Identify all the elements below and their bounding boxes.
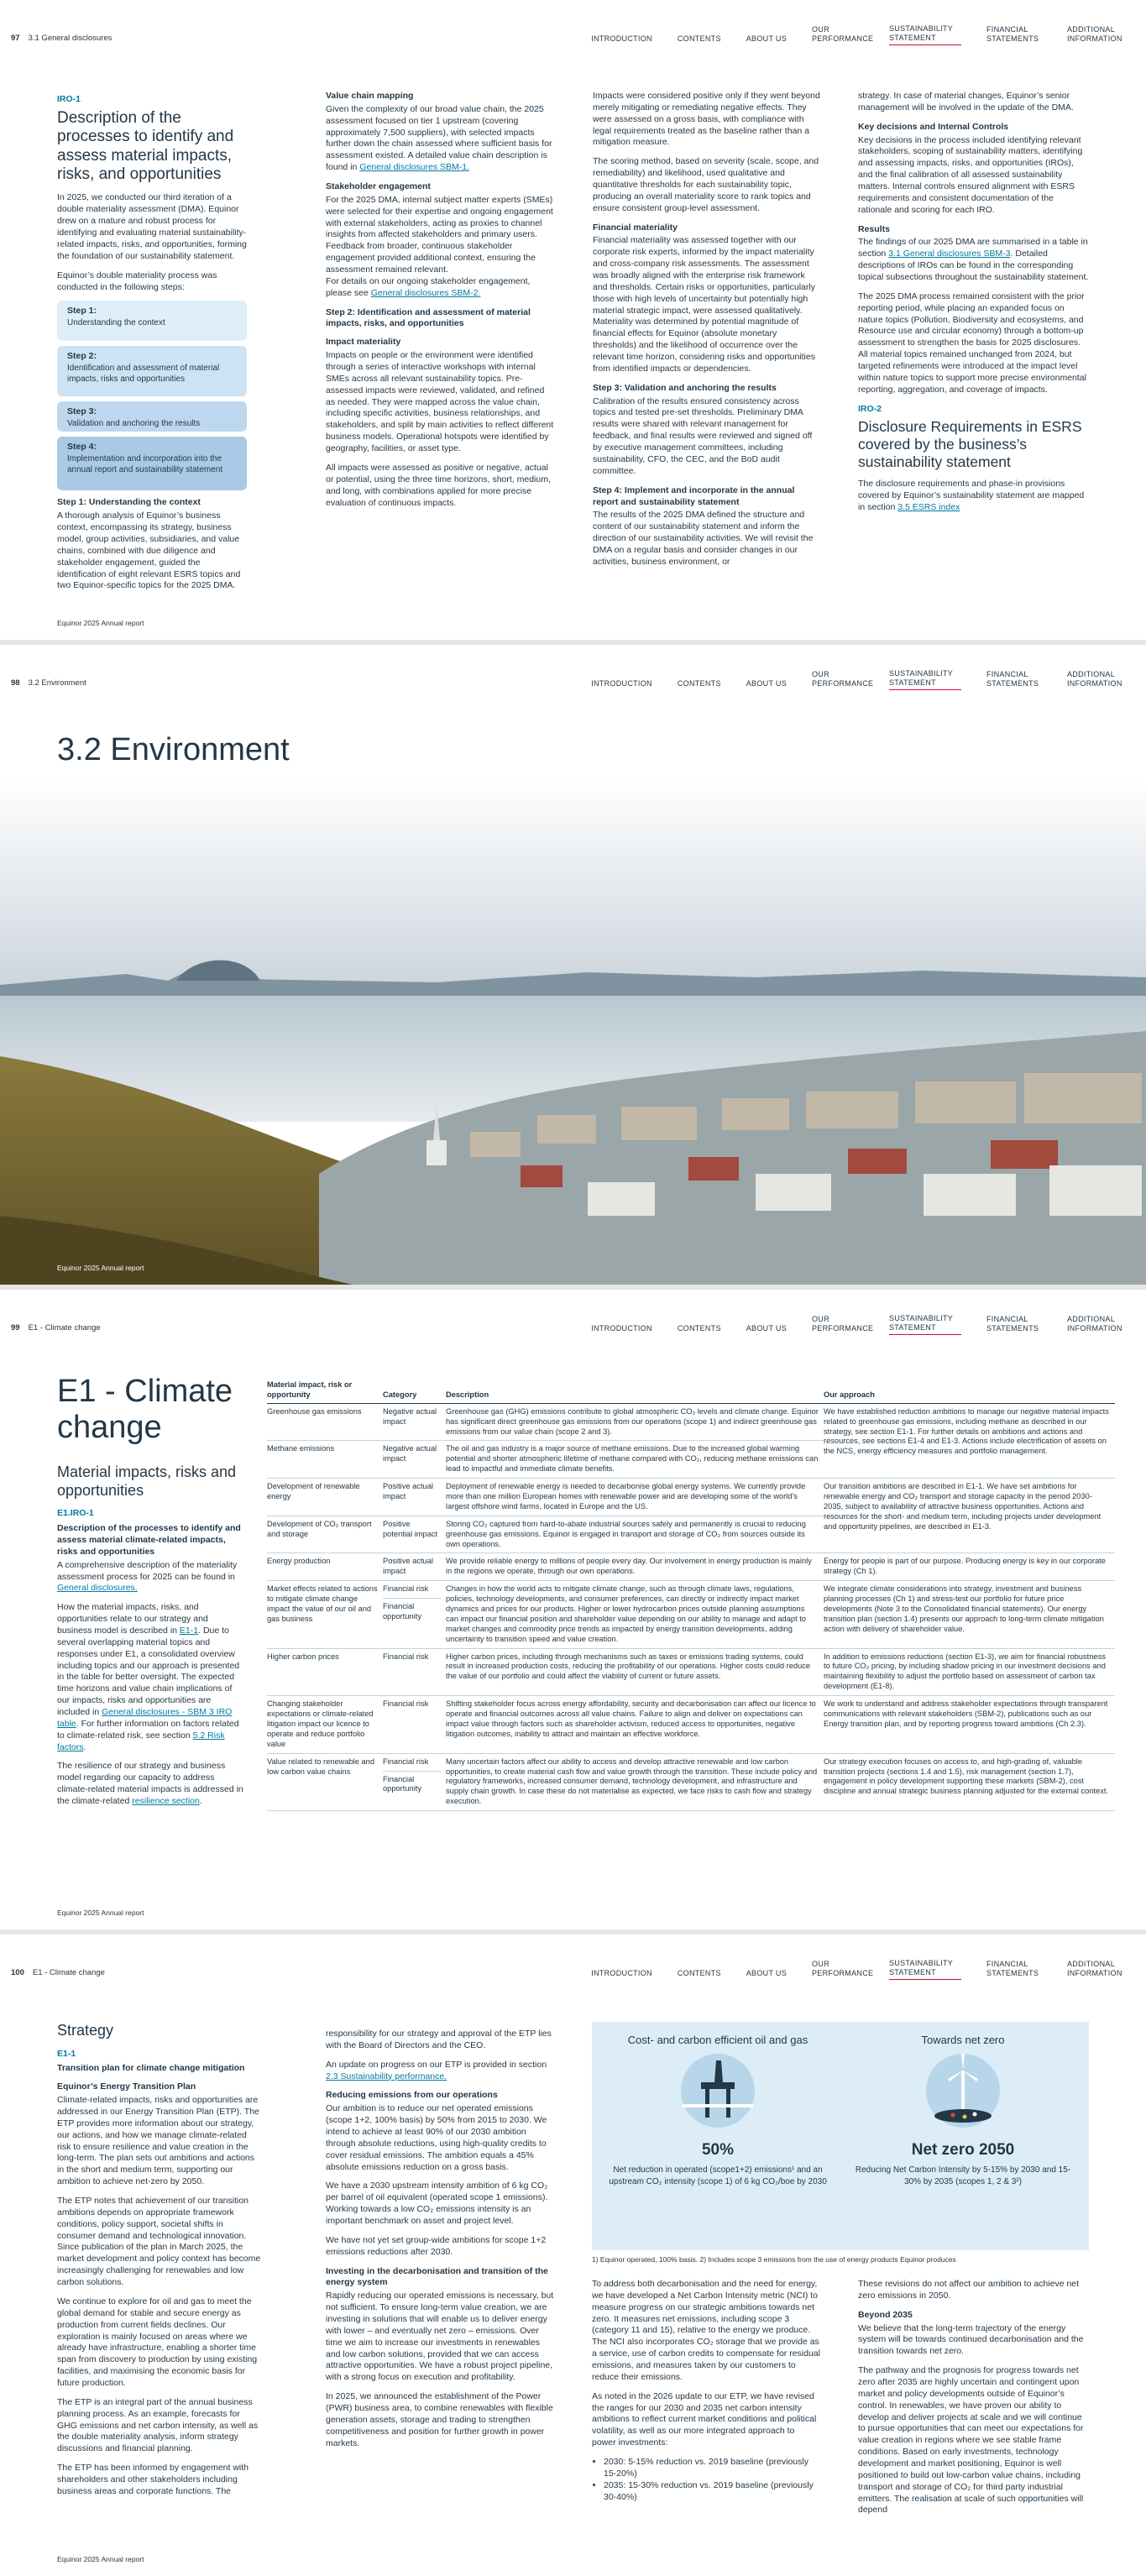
footnote: 1) Equinor operated, 100% basis. 2) Includes scope 3 emissions from the use of energy products Equinor produces <box>592 2255 956 2264</box>
page-title: E1 - Climate change <box>57 1374 233 1445</box>
paragraph: strategy. In case of material changes, Equinor’s senior management will be involved in the update of the DMA. <box>858 91 1074 113</box>
subheading: Beyond 2035 <box>858 2309 913 2320</box>
column-1 <box>57 1374 245 1815</box>
page-title: Strategy <box>57 2022 114 2039</box>
link[interactable]: General disclosures. <box>57 1583 138 1594</box>
page-header <box>0 645 1146 695</box>
page-number: 99 E1 - Climate change <box>11 1323 101 1333</box>
nav-additional-information[interactable]: ADDITIONAL INFORMATION <box>1067 1960 1122 1977</box>
link[interactable]: 5.2 Risk factors <box>57 1730 225 1752</box>
column-header: Material impact, risk or opportunity <box>267 1380 383 1403</box>
paragraph: Financial materiality was assessed together with our corporate risk experts, informed by the impact materiality and cross-company risk assessments. The assessment was broadly aligned with the enterprise risk framework and thresholds. Certain risks or opportunities, particularly those with high levels of uncertainty but potentially high material strategic impact, were assessed qualitatively. Materiality was determined by potential magnitude of financial effects for Equinor (absolute monetary thresholds) and the likelihood of occurrence over the relevant time horizon, considering risks and opportunities from identified impacts or dependencies. <box>593 235 815 374</box>
paragraph: A thorough analysis of Equinor’s business context, encompassing its strategy, business model, group activities, subsidiaries, and value chains, combined with due diligence and stakeholder engagement, guided the identification of eight relevant ESRS topics and two Equinor-specific topics for the 2025 DMA. <box>57 510 241 591</box>
subheading: Step 1: Understanding the context <box>57 497 201 508</box>
nav-introduction[interactable]: INTRODUCTION <box>591 34 652 43</box>
nav-additional-information[interactable]: ADDITIONAL INFORMATION <box>1067 25 1122 43</box>
paragraph: Impacts were considered positive only if they went beyond merely mitigating or remediating negative effects. They were assessed on a gross basis, with compliance with legal requirements treated as the baseline rather than a mitigation measure. <box>593 91 820 148</box>
table-row: Development of renewable energy Positive actual impact Deployment of renewable energy is needed to decarbonise global energy systems. We currently provide more than one million European homes with renewable power and are developing some of the world’s largest offshore wind farms, located in Europe and the US. Our transition ambitions are described in E1-1. We have set ambitions for renewable energy and CO₂ transport and storage capacity in the period 2030-2035, subject to availability of attractive business opportunities. Actions and resources for the short- and medium term, including projects under development and opportunity pipelines, are described in E1-3. <box>267 1479 1115 1516</box>
footer: Equinor 2025 Annual report <box>57 2554 144 2563</box>
nav-introduction[interactable]: INTRODUCTION <box>591 1323 652 1333</box>
page-header <box>0 1935 1146 1985</box>
ambition-value: Net zero 2050 <box>911 2140 1015 2159</box>
list-item: • 2030: 5-15% reduction vs. 2019 baseline (previously 15-20%) <box>604 2457 820 2480</box>
nav-contents[interactable]: CONTENTS <box>677 34 721 43</box>
paragraph: All impacts were assessed as positive or negative, actual or potential, using the three time horizons, short, medium, and long, with combinations applied for more precise evaluation of continuous impacts. <box>326 462 551 508</box>
nav-our-performance[interactable]: OUR PERFORMANCE <box>812 25 874 43</box>
wind-turbine-icon <box>913 2052 1013 2129</box>
table-row: Market effects related to actions to mitigate climate change impact the value of our oil and gas business Financial risk Financial opportunity Changes in how the world acts to mitigate climate change, such as through climate laws, regulations, policies, technology developments, and consumer preferences, can directly or indirectly impact market dynamics and prices for our products. Higher or lower hydrocarbon prices outside planning assumptions can impact our financial position and shareholder value depending on our ability to manage and adapt to market changes and commodity price trends as impacted by energy transition developments, adding uncertainty to transition speed and value creation. We integrate climate considerations into strategy, investment and business planning processes (Ch 1) and stress-test our portfolio for future price developments (Note 3 to the Consolidated financial statements). Our energy transition plan (section 1.4) presents our approach to long-term climate mitigation action with delivery of shareholder value. <box>267 1581 1115 1648</box>
link[interactable]: General disclosures - SBM 3 IRO table <box>57 1707 233 1729</box>
step-card-3: Step 3: Validation and anchoring the results <box>57 401 247 432</box>
page-99 <box>0 1290 1146 1929</box>
link[interactable]: General disclosures SBM-2. <box>370 287 481 298</box>
step-card-4: Step 4: Implementation and incorporation into the annual report and sustainability statement <box>57 437 247 490</box>
paragraph: Given the complexity of our broad value chain, the 2025 assessment focused on tier 1 upstream (covering approximately 7,500 suppliers), with selected impacts further down the chain assessed where sufficient basis for assessment existed. A detailed value chain description is found in General disclosures SBM-1. <box>326 103 552 173</box>
paragraph: As noted in the 2026 update to our ETP, we have revised the ranges for our 2030 and 2035 net carbon intensity ambitions to reflect current market conditions and political volatility, as well as our more integrated approach to power investments: <box>592 2390 817 2448</box>
subheading: Step 2: Identification and assessment of material impacts, risks, and opportunities <box>326 306 531 329</box>
paragraph: The ETP has been informed by engagement with shareholders and other stakeholders including business areas and corporate functions. The <box>57 2463 249 2496</box>
nav-financial-statements[interactable]: FINANCIAL STATEMENTS <box>986 1315 1039 1333</box>
paragraph: Key decisions in the process included identifying relevant stakeholders, scoping of sustainability matters, identifying and assessing impacts, risks, and opportunities (IROs), and the final calibration of all assessed sustainability matters. Internal controls ensured alignment with ESRS requirements and consistent documentation of the rationale and scoring for each IRO. <box>858 134 1083 215</box>
page-number: 100 E1 - Climate change <box>11 1968 105 1977</box>
section-label: 3.2 Environment <box>28 678 86 688</box>
nav-our-performance[interactable]: OUR PERFORMANCE <box>812 1960 874 1977</box>
footer: Equinor 2025 Annual report <box>57 1908 144 1917</box>
nav-our-performance[interactable]: OUR PERFORMANCE <box>812 670 874 688</box>
subheading: Transition plan for climate change mitigation <box>57 2063 245 2074</box>
town-landscape-photo <box>0 779 1146 1285</box>
column-2 <box>326 2029 554 2458</box>
section-title: Description of the processes to identify and assess material impacts, risks, and opportunities <box>57 108 234 184</box>
paragraph: The disclosure requirements and phase-in provisions covered by Equinor’s sustainability statement are mapped in section 3.5 ESRS index <box>858 479 1085 513</box>
nav-introduction[interactable]: INTRODUCTION <box>591 678 652 688</box>
top-nav <box>566 668 1128 690</box>
nav-about-us[interactable]: ABOUT US <box>746 1323 787 1333</box>
link[interactable]: resilience section <box>132 1796 200 1807</box>
column-header: Category <box>383 1380 446 1403</box>
column-4 <box>858 2279 1090 2524</box>
subheading: Financial materiality <box>593 222 678 233</box>
iro-tag: IRO-1 <box>57 94 81 104</box>
iro-tag: IRO-2 <box>858 403 882 414</box>
paragraph: We have a 2030 upstream intensity ambition of 6 kg CO₂ per barrel of oil equivalent (operated scope 1 emissions). Working towards a low CO₂ emissions intensity is an important benchmark on asset and project level. <box>326 2181 548 2227</box>
paragraph: We continue to explore for oil and gas to meet the global demand for stable and secure energy as production from current fields declines. Our exploration is mainly focused on areas where we already have infrastructure, enabling a shorter time span from discovery to production by using existing facilities, and maximising the economic basis for future production. <box>57 2296 258 2388</box>
paragraph: Rapidly reducing our operated emissions is necessary, but not sufficient. To ensure long-term value creation, we are investing in solutions that will enable us to deliver energy with lower – and eventually net zero – emissions. Over time we aim to increase our investments in renewables and low carbon solutions, provided that we can access attractive opportunities. We have a robust project pipeline, with a strong focus on execution and profitability. <box>326 2291 554 2383</box>
nav-contents[interactable]: CONTENTS <box>677 1323 721 1333</box>
table-row: Greenhouse gas emissions Negative actual impact Greenhouse gas (GHG) emissions contribute to global atmospheric CO₂ levels and climate change. Equinor has significant direct greenhouse gas emissions from our operations (scope 1) and indirect greenhouse gas emissions from our value chain (scope 2 and 3). We have established reduction ambitions to manage our negative material impacts related to greenhouse gas emissions, including methane as described in our strategy, see section E1-1. For further details on ambitions and actions and resources, see sections E1-4 and E1-3. Actions include electrification of assets on the NCS, energy efficiency measures and portfolio management. <box>267 1403 1115 1441</box>
paragraph: For the 2025 DMA, internal subject matter experts (SMEs) were selected for their expertise and ongoing engagement with external stakeholders, acting as proxies to channel insights from affected stakeholders and primary users. Feedback from broader, continuous stakeholder engagement provided additional context, ensuring the assessment remained relevant. <box>326 194 553 275</box>
ambitions-infobox <box>592 2022 1089 2250</box>
paragraph: In 2025, we announced the establishment of the Power (PWR) business area, to combine renewables with flexible generation assets, storage and trading to strengthen competitiveness and position for further growth in power markets. <box>326 2391 553 2448</box>
nav-introduction[interactable]: INTRODUCTION <box>591 1968 652 1977</box>
paragraph: A comprehensive description of the materiality assessment process for 2025 can be found in General disclosures. <box>57 1559 238 1594</box>
step-card-2: Step 2: Identification and assessment of material impacts, risks and opportunities <box>57 346 247 396</box>
column-2 <box>326 91 554 516</box>
nav-about-us[interactable]: ABOUT US <box>746 1968 787 1977</box>
paragraph: Calibration of the results ensured consistency across topics and tested pre-set thresholds. Preliminary DMA results were shared with relevant management for feedback, and final results were reviewed and signed off by executive management committees, including sustainability, CFO, the CEC, and the BoD audit committee. <box>593 395 813 476</box>
net-zero-ambition <box>854 2034 1072 2187</box>
nav-financial-statements[interactable]: FINANCIAL STATEMENTS <box>986 25 1039 43</box>
page-number: 97 3.1 General disclosures <box>11 34 113 43</box>
page-97 <box>0 0 1146 640</box>
column-3 <box>593 91 821 576</box>
section-label: 3.1 General disclosures <box>28 34 113 43</box>
paragraph: The resilience of our strategy and business model regarding our capacity to address climate-related material impacts is addressed in the climate-related resilience section. <box>57 1761 243 1807</box>
page-number: 98 3.2 Environment <box>11 678 86 688</box>
subheading: Equinor’s Energy Transition Plan <box>57 2081 196 2092</box>
paragraph: Equinor’s double materiality process was conducted in the following steps: <box>57 270 217 292</box>
paragraph: An update on progress on our ETP is provided in section 2.3 Sustainability performance. <box>326 2059 547 2081</box>
page-98 <box>0 645 1146 1285</box>
subheading: Investing in the decarbonisation and transition of the energy system <box>326 2265 548 2288</box>
top-nav <box>566 1313 1128 1335</box>
oil-platform-icon <box>667 2052 768 2129</box>
paragraph: To address both decarbonisation and the need for energy, we have developed a Net Carbon Intensity metric (NCI) to measure progress on our strategic ambitions towards net zero. It measures net emissions, including scope 3 (category 11 and 15), relative to the energy we produce. The NCI also incorporates CO₂ storage that we provide as a service, use of carbon credits to compensate for residual emissions, and measures taken by our customers to reduce their emissions. <box>592 2279 820 2382</box>
section-title: Disclosure Requirements in ESRS covered by the business’s sustainability statement <box>858 418 1082 470</box>
link[interactable]: General disclosures SBM-1. <box>359 162 470 173</box>
paragraph: Impacts on people or the environment were identified through a series of interactive workshops with internal SMEs across all relevant sustainability topics. Pre-assessed impacts were reviewed, validated, and refined as needed. They were mapped across the value chain, including specific activities, business relationships, and stakeholders, and split by main activities to reflect different business models. Operational hotspots were identified by geography, facilities, or asset type. <box>326 350 554 454</box>
paragraph: The ETP notes that achievement of our transition ambitions depends on appropriate framework conditions, policy support, societal shifts in consumer demand and technological innovation. Since publication of the plan in March 2025, the market development and policy context has become increasingly challenging for renewables and low carbon solutions. <box>57 2196 261 2288</box>
nav-sustainability-statement[interactable]: SUSTAINABILITY STATEMENT <box>889 1958 961 1980</box>
link[interactable]: 2.3 Sustainability performance. <box>326 2071 447 2081</box>
paragraph: The 2025 DMA process remained consistent with the prior reporting period, while placing an expanded focus on nature topics (Pollution, Biodiversity and ecosystems, and Resource use and circular economy) through a bottom-up assessment to strengthen the basis for 2025 disclosures. All material topics remained unchanged from 2024, but targeted refinements were introduced at the impact level within nature topics to support more precise environmental reporting, aggregation, and coverage of impacts. <box>858 291 1086 395</box>
top-nav <box>566 24 1128 45</box>
ambition-description: Net reduction in operated (scope1+2) emissions¹ and an upstream CO₂ intensity (scope 1) of 6 kg CO₂/boe by 2030 <box>609 2165 827 2186</box>
table-row: Changing stakeholder expectations or climate-related litigation impact our licence to operate and reduce portfolio value Financial risk Shifting stakeholder focus across energy affordability, security and decarbonisation can affect our licence to operate and financial outcomes across all value chains. Failure to align and deliver on expectations can impact value through factors such as shareholder activism, reduced access to opportunities, negative litigation outcomes, inability to attract and maintain an effective workforce. We work to understand and address stakeholder expectations through transparent communications with relevant stakeholders (SBM-2), publications such as our Energy transition plan, and by reporting progress toward ambitions (Ch 2.3). <box>267 1696 1115 1753</box>
ambition-value: 50% <box>701 2140 735 2159</box>
paragraph: Our ambition is to reduce our net operated emissions (scope 1+2, 100% basis) by 50% from 2015 to 2030. We intend to achieve at least 90% of our 2030 ambition through absolute reductions, using high-quality credits to cover residual emissions. The ambition equals a 45% absolute emissions reduction on a gross basis. <box>326 2103 547 2172</box>
nav-financial-statements[interactable]: FINANCIAL STATEMENTS <box>986 670 1039 688</box>
box-heading: Towards net zero <box>921 2034 1005 2046</box>
section-label: E1 - Climate change <box>28 1323 101 1333</box>
subheading: Reducing emissions from our operations <box>326 2090 498 2101</box>
subheading: Results <box>858 223 890 234</box>
table-row: Value related to renewable and low carbon value chains Financial risk Financial opportunity Many uncertain factors affect our ability to access and develop attractive renewable and low carbon opportunities, to create material cash flow and value growth through the transition. These include policy and regulatory frameworks, increased consumer demand, technology development, and infrastructure and supply chain growth. In case these do not materialise as expected, we face risks to cash flow and strategy execution. Our strategy execution focuses on access to, and high-grading of, valuable transition projects (sections 1.4 and 1.5), risk management (section 1.7), engagement in policy development supporting these markets (SBM-2), cost discipline and annual strategic business planning adjusted for the external context. <box>267 1753 1115 1810</box>
table-row: Development of CO₂ transport and storage Positive potential impact Storing CO₂ captured from hard-to-abate industrial sources safely and permanently is crucial to reducing greenhouse gas emissions. Equinor is engaged in transport and storage of CO₂ from sources outside its own operations. <box>267 1516 1115 1553</box>
ambition-description: Reducing Net Carbon Intensity by 5-15% by 2030 and 15-30% by 2035 (scopes 1, 2 & 3²) <box>855 2165 1071 2186</box>
list-item: • 2035: 15-30% reduction vs. 2019 baseline (previously 30-40%) <box>604 2480 820 2504</box>
paragraph: In 2025, we conducted our third iteration of a double materiality assessment (DMA). Equinor drew on a mature and robust process for identifying and evaluating material sustainability-related impacts, risks, and opportunities, forming the foundation of our sustainability statement. <box>57 192 247 261</box>
link[interactable]: 3.1 General disclosures SBM-3 <box>888 249 1011 259</box>
subheading: Step 3: Validation and anchoring the results <box>593 382 777 393</box>
step-card-1: Step 1: Understanding the context <box>57 301 247 341</box>
subheading: Step 4: Implement and incorporate in the annual report and sustainability statement <box>593 484 795 507</box>
table-header-row <box>267 1380 1115 1403</box>
link[interactable]: E1-1 <box>179 1626 199 1636</box>
paragraph: We have not yet set group-wide ambitions for scope 1+2 emissions reductions after 2030. <box>326 2234 547 2257</box>
page-header <box>0 1290 1146 1340</box>
iro-tag: E1.IRO-1 <box>57 1508 94 1519</box>
footer: Equinor 2025 Annual report <box>57 618 144 627</box>
nav-sustainability-statement[interactable]: SUSTAINABILITY STATEMENT <box>889 1313 961 1335</box>
paragraph: The pathway and the prognosis for progress towards net zero after 2035 are highly uncertain and contingent upon market and policy developments outside of Equinor’s control. In renewables, we have proven our ability to develop and deliver projects at scale and we will continue to pursue opportunities that can meet our expectations for value creation in regions where we see stable frame conditions. Based on early investments, technology development and market positioning, Equinor is well positioned to build out low-carbon value chains, including transport and storage of CO₂ for third party industrial emitters. The realisation at scale of such opportunities will depend <box>858 2365 1084 2516</box>
nav-our-performance[interactable]: OUR PERFORMANCE <box>812 1315 874 1333</box>
nav-about-us[interactable]: ABOUT US <box>746 34 787 43</box>
table-row: Higher carbon prices Financial risk Higher carbon prices, including through mechanisms such as taxes or emissions trading systems, could result in increased production costs, reducing the profitability of our operations. Higher costs could reduce the value of our portfolio and could affect the viability of current or future assets. In addition to emissions reductions (section E1-3), we aim for financial robustness to future CO₂ pricing, by including shadow pricing in our investment decisions and maintaining flexibility to adjust the portfolio based on assessment of carbon tax development (E1-8). <box>267 1648 1115 1696</box>
paragraph: These revisions do not affect our ambition to achieve net zero emissions in 2050. <box>858 2279 1080 2301</box>
paragraph: responsibility for our strategy and approval of the ETP lies with the Board of Directors and the CEO. <box>326 2029 552 2050</box>
nav-additional-information[interactable]: ADDITIONAL INFORMATION <box>1067 1315 1122 1333</box>
subheading: Impact materiality <box>326 337 401 348</box>
subheading: Key decisions and Internal Controls <box>858 121 1009 132</box>
page-100 <box>0 1935 1146 2576</box>
bullet-list <box>604 2457 820 2503</box>
paragraph: The scoring method, based on severity (scale, scope, and remediability) and likelihood, used qualitative and quantitative thresholds for each sustainability topic, producing an overall materiality score to rank topics and ensure consistent group-level assessment. <box>593 156 819 213</box>
link[interactable]: 3.5 ESRS index <box>897 502 960 513</box>
nav-contents[interactable]: CONTENTS <box>677 1968 721 1977</box>
paragraph: Climate-related impacts, risks and opportunities are addressed in our Energy Transition Plan (ETP). The ETP provides more information about our strategy, our actions, and how we manage climate-related risk to ensure resilience and value creation in the long-term. The plan sets out ambitions and actions in the short and medium term, supporting our ambition to achieve net-zero by 2050. <box>57 2095 259 2187</box>
nav-about-us[interactable]: ABOUT US <box>746 678 787 688</box>
oil-gas-ambition <box>609 2034 827 2187</box>
nav-sustainability-statement[interactable]: SUSTAINABILITY STATEMENT <box>889 24 961 45</box>
column-3 <box>592 2279 820 2510</box>
section-label: E1 - Climate change <box>32 1968 105 1977</box>
nav-sustainability-statement[interactable]: SUSTAINABILITY STATEMENT <box>889 668 961 690</box>
table-row: Methane emissions Negative actual impact The oil and gas industry is a major source of methane emissions. Due to the increased global warming potential and shorter atmospheric lifetime of methane compared with CO₂, reducing methane emissions can lead to impactful and immediate climate benefits. <box>267 1441 1115 1479</box>
paragraph: The results of the 2025 DMA defined the structure and content of our sustainability statement and inform the direction of our sustainability activities. We will revisit the DMA on a regular basis and consider changes in our activities, business environment, or <box>593 510 814 567</box>
subheading: Value chain mapping <box>326 91 414 101</box>
top-nav <box>566 1958 1128 1980</box>
nav-additional-information[interactable]: ADDITIONAL INFORMATION <box>1067 670 1122 688</box>
page-title: 3.2 Environment <box>57 732 290 767</box>
column-4 <box>858 91 1090 521</box>
page-header <box>0 0 1146 50</box>
table-row: Energy production Positive actual impact We provide reliable energy to millions of people every day. Our involvement in energy production is mainly in the regions we operate, through our own operations. Energy for people is part of our purpose. Producing energy is key in our corporate strategy (Ch 1). <box>267 1553 1115 1581</box>
nav-financial-statements[interactable]: FINANCIAL STATEMENTS <box>986 1960 1039 1977</box>
iro-tag: E1-1 <box>57 2048 76 2059</box>
subheading: Description of the processes to identify and assess material climate-related impacts, risks and opportunities <box>57 1523 241 1557</box>
footer: Equinor 2025 Annual report <box>57 1263 144 1272</box>
materiality-table <box>267 1380 1115 1811</box>
paragraph: The findings of our 2025 DMA are summarised in a table in section 3.1 General disclosures SBM-3. Detailed descriptions of IROs can be found in the corresponding topical subsections throughout the sustainability statement. <box>858 237 1089 283</box>
column-header: Description <box>446 1380 824 1403</box>
column-header: Our approach <box>824 1380 1115 1403</box>
paragraph: For details on our ongoing stakeholder engagement, please see General disclosures SBM-2. <box>326 275 531 298</box>
box-heading: Cost- and carbon efficient oil and gas <box>627 2034 808 2046</box>
section-title: Material impacts, risks and opportunities <box>57 1463 237 1499</box>
nav-contents[interactable]: CONTENTS <box>677 678 721 688</box>
paragraph: How the material impacts, risks, and opportunities relate to our strategy and business model is described in E1-1. Due to several overlapping material topics and responses under E1, a consolidated overview including topics and our approach is presented in the table for better oversight. The expected time horizons and value chain implications of our impacts, risks and opportunities are included in General disclosures - SBM 3 IRO table. For further information on factors related to climate-related risk, see section 5.2 Risk factors. <box>57 1602 240 1752</box>
paragraph: We believe that the long-term trajectory of the energy system will be towards continued decarbonisation and the transition towards net zero. <box>858 2322 1084 2357</box>
paragraph: The ETP is an integral part of the annual business planning process. As an example, forecasts for GHG emissions and net carbon intensity, as well as the double materiality analysis, inform strategy discussions and financial planning. <box>57 2396 259 2454</box>
column-1 <box>57 2022 262 2505</box>
column-1 <box>57 94 247 599</box>
subheading: Stakeholder engagement <box>326 181 431 192</box>
